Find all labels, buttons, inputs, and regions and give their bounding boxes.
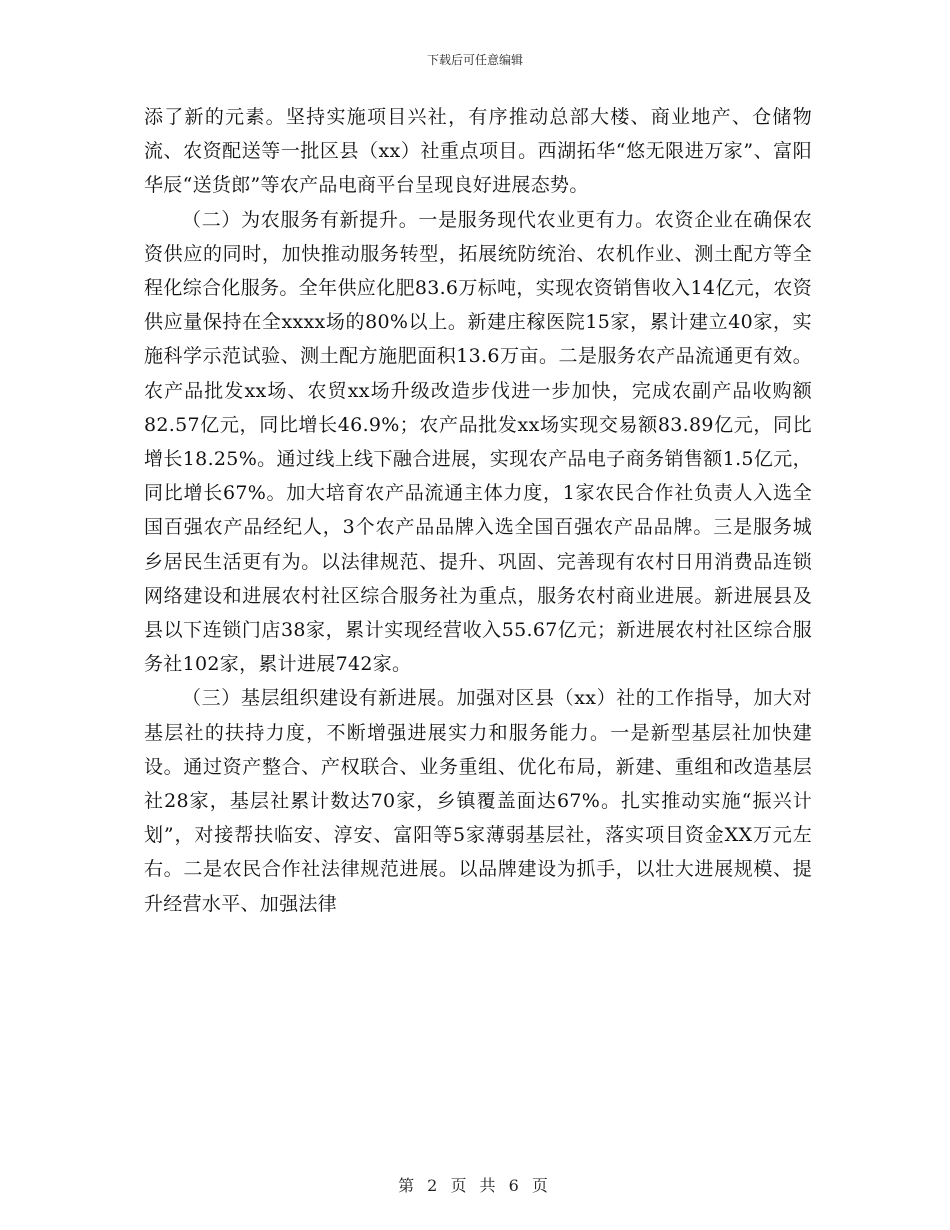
paragraph-continuation: 添了新的元素。坚持实施项目兴社，有序推动总部大楼、商业地产、仓储物流、农资配送等一批区县（xx）社重点项目。西湖拓华“悠无限进万家”、富阳华辰“送货郎”等农产品电商平台呈现良好进展态势。 (144, 106, 812, 197)
page-number-footer: 第 2 页 共 6 页 (398, 1176, 552, 1195)
page-header: 下载后可任意编辑 (426, 53, 523, 67)
document-body (144, 100, 812, 921)
paragraph-section-2: （二）为农服务有新提升。一是服务现代农业更有力。农资企业在确保农资供应的同时，加快推动服务转型，拓展统防统治、农机作业、测土配方等全程化综合化服务。全年供应化肥83.6万标吨，实现农资销售收入14亿元，农资供应量保持在全xxxx场的80%以上。新建庄稼医院15家，累计建立40家，实施科学示范试验、测土配方施肥面积13.6万亩。二是服务农产品流通更有效。农产品批发xx场、农贸xx场升级改造步伐进一步加快，完成农副产品收购额82.57亿元，同比增长46.9%；农产品批发xx场实现交易额83.89亿元，同比增长18.25%。通过线上线下融合进展，实现农产品电子商务销售额1.5亿元，同比增长67%。加大培育农产品流通主体力度，1家农民合作社负责人入选全国百强农产品经纪人，3个农产品品牌入选全国百强农产品品牌。三是服务城乡居民生活更有为。以法律规范、提升、巩固、完善现有农村日用消费品连锁网络建设和进展农村社区综合服务社为重点，服务农村商业进展。新进展县及县以下连锁门店38家，累计实现经营收入55.67亿元；新进展农村社区综合服务社102家，累计进展742家。 (144, 208, 812, 676)
paragraph-section-3: （三）基层组织建设有新进展。加强对区县（xx）社的工作指导，加大对基层社的扶持力度，不断增强进展实力和服务能力。一是新型基层社加快建设。通过资产整合、产权联合、业务重组、优化布局，新建、重组和改造基层社28家，基层社累计数达70家，乡镇覆盖面达67%。扎实推动实施“振兴计划”，对接帮扶临安、淳安、富阳等5家薄弱基层社，落实项目资金XX万元左右。二是农民合作社法律规范进展。以品牌建设为抓手，以壮大进展规模、提升经营水平、加强法律 (144, 687, 812, 915)
